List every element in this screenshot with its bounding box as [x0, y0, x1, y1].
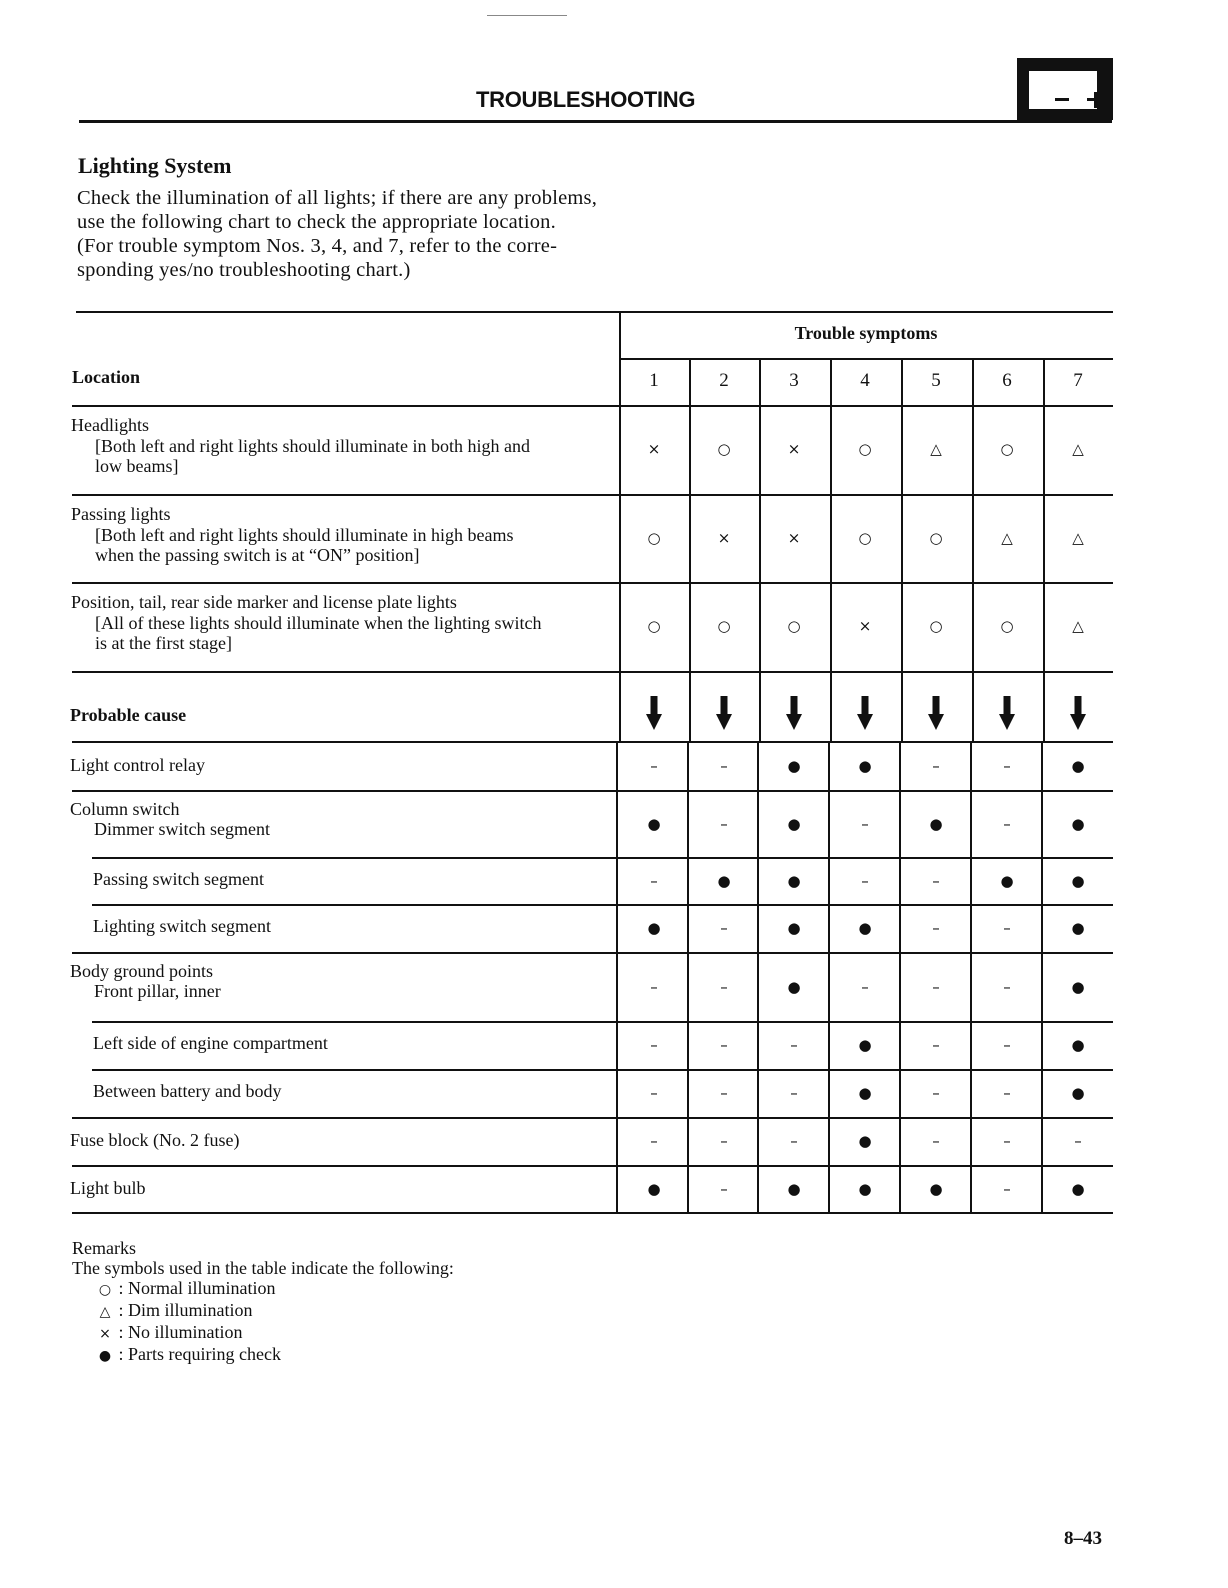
- table-column-rule: [972, 358, 974, 741]
- cause-mark: ●: [929, 1179, 943, 1198]
- symptom-value: ○: [787, 617, 801, 635]
- legend-symbol: ○: [98, 1282, 112, 1298]
- cause-mark: ●: [787, 977, 801, 996]
- table-rule: [72, 671, 1113, 673]
- symptom-value: ×: [858, 617, 872, 635]
- cause-mark: ●: [787, 871, 801, 890]
- table-rule: [76, 311, 1113, 313]
- table-column-rule: [1041, 741, 1043, 1212]
- cause-mark: ●: [1071, 977, 1085, 996]
- symptom-number: 6: [1002, 370, 1012, 391]
- symptom-number: 1: [649, 370, 659, 391]
- cause-mark: –: [650, 1036, 658, 1054]
- page-number: 8–43: [1064, 1528, 1102, 1549]
- symptom-value: ○: [1000, 440, 1014, 458]
- cause-mark: –: [650, 757, 658, 775]
- cause-mark: –: [790, 1132, 798, 1150]
- page-title: TROUBLESHOOTING: [476, 87, 696, 112]
- cause-mark: –: [650, 1084, 658, 1102]
- top-rule: [487, 15, 567, 16]
- table-column-rule: [616, 741, 618, 1212]
- location-note: [All of these lights should illuminate when the lighting switch: [95, 613, 542, 633]
- remarks-title: Remarks: [72, 1238, 136, 1258]
- cause-mark: –: [650, 977, 658, 996]
- symptom-value: ○: [858, 529, 872, 547]
- location-name: Position, tail, rear side marker and license plate lights: [71, 592, 457, 612]
- cause-label: Column switch: [70, 799, 180, 819]
- cause-mark: –: [1003, 1179, 1011, 1198]
- cause-mark: ●: [858, 1179, 872, 1198]
- cause-label: Light bulb: [70, 1177, 146, 1198]
- location-header: Location: [72, 367, 141, 387]
- cause-mark: ●: [787, 1179, 801, 1198]
- intro-line: (For trouble symptom Nos. 3, 4, and 7, refer to the corre-: [77, 235, 558, 257]
- cause-mark: ●: [1071, 814, 1085, 833]
- cause-mark: ●: [647, 814, 661, 833]
- cause-mark: ●: [929, 814, 943, 833]
- location-note: when the passing switch is at “ON” position]: [95, 545, 420, 565]
- symptom-number: 3: [789, 370, 799, 391]
- down-arrow-icon: [972, 696, 1042, 735]
- symptom-number: 2: [719, 370, 729, 391]
- symptom-value: △: [1072, 529, 1084, 547]
- cause-mark: –: [790, 1084, 798, 1102]
- cause-mark: –: [861, 814, 869, 833]
- cause-mark: –: [720, 1036, 728, 1054]
- cause-mark: ●: [858, 919, 872, 937]
- legend-item: [72, 1322, 454, 1344]
- legend-symbol: ●: [98, 1348, 112, 1364]
- cause-sublabel: Between battery and body: [93, 1081, 282, 1101]
- cause-mark: –: [720, 1084, 728, 1102]
- table-rule: [619, 358, 1113, 360]
- cause-label: Light control relay: [70, 755, 205, 775]
- cause-mark: –: [861, 977, 869, 996]
- cause-mark: –: [720, 757, 728, 775]
- cause-label: Fuse block (No. 2 fuse): [70, 1130, 240, 1150]
- cause-mark: ●: [1071, 1179, 1085, 1198]
- down-arrow-icon: [901, 696, 971, 735]
- cause-mark: –: [1003, 814, 1011, 833]
- header-rule: [79, 120, 1112, 123]
- symptoms-header: Trouble symptoms: [794, 323, 938, 343]
- legend-symbol: ×: [99, 1326, 111, 1342]
- cause-mark: –: [1074, 1132, 1082, 1150]
- cause-mark: ●: [1071, 757, 1085, 775]
- cause-mark: ●: [1071, 1036, 1085, 1054]
- cause-mark: ●: [787, 919, 801, 937]
- remarks-intro: The symbols used in the table indicate the following:: [72, 1258, 454, 1278]
- cause-mark: ●: [1071, 919, 1085, 937]
- cause-sublabel: Passing switch segment: [93, 868, 264, 889]
- probable-cause-header: Probable cause: [70, 705, 187, 725]
- table-column-rule: [619, 311, 621, 741]
- cause-mark: –: [1003, 977, 1011, 996]
- symptom-value: ×: [647, 440, 661, 458]
- symptom-value: ○: [929, 617, 943, 635]
- cause-sublabel: Front pillar, inner: [94, 981, 221, 1001]
- table-column-rule: [970, 741, 972, 1212]
- symptom-value: ○: [1000, 617, 1014, 635]
- cause-mark: –: [1003, 1132, 1011, 1150]
- cause-mark: –: [932, 1084, 940, 1102]
- cause-mark: ●: [1071, 871, 1085, 890]
- location-note: [Both left and right lights should illuminate in both high and: [95, 436, 530, 456]
- cause-sublabel: Lighting switch segment: [93, 916, 271, 936]
- symptom-number: 4: [860, 370, 870, 391]
- symptom-value: ○: [929, 529, 943, 547]
- cause-mark: –: [790, 1036, 798, 1054]
- cause-mark: –: [932, 1132, 940, 1150]
- cause-mark: ●: [858, 1084, 872, 1102]
- cause-mark: ●: [787, 814, 801, 833]
- symptom-value: ○: [717, 440, 731, 458]
- cause-mark: –: [720, 814, 728, 833]
- table-rule: [72, 1117, 1113, 1119]
- down-arrow-icon: [830, 696, 900, 735]
- location-note: is at the first stage]: [95, 633, 232, 653]
- symptom-value: △: [1072, 617, 1084, 635]
- legend-text: : Dim illumination: [118, 1300, 253, 1320]
- table-rule: [92, 904, 1113, 906]
- intro-line: use the following chart to check the appropriate location.: [77, 211, 556, 233]
- table-rule: [72, 952, 1113, 954]
- legend-text: : Normal illumination: [118, 1278, 276, 1298]
- table-rule: [72, 741, 1113, 743]
- table-column-rule: [687, 741, 689, 1212]
- cause-mark: –: [932, 757, 940, 775]
- down-arrow-icon: [759, 696, 829, 735]
- cause-mark: ●: [858, 1036, 872, 1054]
- cause-mark: –: [650, 871, 658, 890]
- table-column-rule: [759, 358, 761, 741]
- table-rule: [72, 790, 1113, 792]
- intro-paragraph: [77, 186, 647, 282]
- legend-text: : No illumination: [118, 1322, 243, 1342]
- symptom-value: ×: [717, 529, 731, 547]
- cause-mark: –: [1003, 1036, 1011, 1054]
- symptom-number: 7: [1073, 370, 1083, 391]
- location-note: low beams]: [95, 456, 179, 476]
- cause-mark: –: [932, 1036, 940, 1054]
- cause-mark: –: [720, 1132, 728, 1150]
- cause-mark: –: [720, 919, 728, 937]
- table-rule: [92, 857, 1113, 859]
- down-arrow-icon: [1043, 696, 1113, 735]
- symptom-value: △: [1001, 529, 1013, 547]
- down-arrow-icon: [689, 696, 759, 735]
- table-column-rule: [828, 741, 830, 1212]
- cause-mark: –: [720, 977, 728, 996]
- cause-mark: ●: [858, 757, 872, 775]
- cause-mark: –: [932, 919, 940, 937]
- location-name: Headlights: [71, 415, 149, 435]
- symptom-value: ×: [787, 529, 801, 547]
- cause-mark: ●: [1071, 1084, 1085, 1102]
- table-rule: [72, 405, 1113, 407]
- symptom-value: ○: [717, 617, 731, 635]
- table-column-rule: [830, 358, 832, 741]
- cause-mark: –: [720, 1179, 728, 1198]
- cause-mark: –: [932, 977, 940, 996]
- table-column-rule: [689, 358, 691, 741]
- table-rule: [72, 494, 1113, 496]
- table-column-rule: [1043, 358, 1045, 741]
- symptom-value: ○: [858, 440, 872, 458]
- table-rule: [72, 1165, 1113, 1167]
- intro-line: sponding yes/no troubleshooting chart.): [77, 259, 411, 281]
- cause-mark: ●: [717, 871, 731, 890]
- symptom-value: △: [1072, 440, 1084, 458]
- symptom-value: ○: [647, 617, 661, 635]
- cause-mark: –: [1003, 757, 1011, 775]
- table-column-rule: [901, 358, 903, 741]
- cause-mark: ●: [787, 757, 801, 775]
- cause-mark: –: [1003, 1084, 1011, 1102]
- legend-item: [72, 1344, 454, 1366]
- intro-line: Check the illumination of all lights; if there are any problems,: [77, 187, 598, 209]
- remarks: [72, 1238, 454, 1366]
- cause-mark: –: [1003, 919, 1011, 937]
- symptom-value: ×: [787, 440, 801, 458]
- symptom-value: ○: [647, 529, 661, 547]
- cause-sublabel: Dimmer switch segment: [94, 819, 270, 839]
- cause-mark: –: [650, 1132, 658, 1150]
- table-rule: [72, 1212, 1113, 1214]
- battery-icon: [1017, 58, 1113, 120]
- cause-sublabel: Left side of engine compartment: [93, 1033, 328, 1053]
- cause-label: Body ground points: [70, 961, 214, 981]
- location-note: [Both left and right lights should illuminate in high beams: [95, 525, 514, 545]
- symptom-value: △: [930, 440, 942, 458]
- legend-text: : Parts requiring check: [118, 1344, 281, 1364]
- legend-item: [72, 1278, 454, 1300]
- table-column-rule: [899, 741, 901, 1212]
- symptom-number: 5: [931, 370, 941, 391]
- table-rule: [92, 1021, 1113, 1023]
- cause-mark: ●: [647, 1179, 661, 1198]
- table-rule: [92, 1069, 1113, 1071]
- location-name: Passing lights: [71, 504, 171, 524]
- table-rule: [72, 582, 1113, 584]
- section-title: Lighting System: [78, 153, 232, 178]
- cause-mark: ●: [1000, 871, 1014, 890]
- table-column-rule: [757, 741, 759, 1212]
- legend-item: [72, 1300, 454, 1322]
- cause-mark: ●: [647, 919, 661, 937]
- cause-mark: –: [861, 871, 869, 890]
- cause-mark: –: [932, 871, 940, 890]
- cause-mark: ●: [858, 1132, 872, 1150]
- legend-symbol: △: [99, 1304, 111, 1320]
- down-arrow-icon: [619, 696, 689, 735]
